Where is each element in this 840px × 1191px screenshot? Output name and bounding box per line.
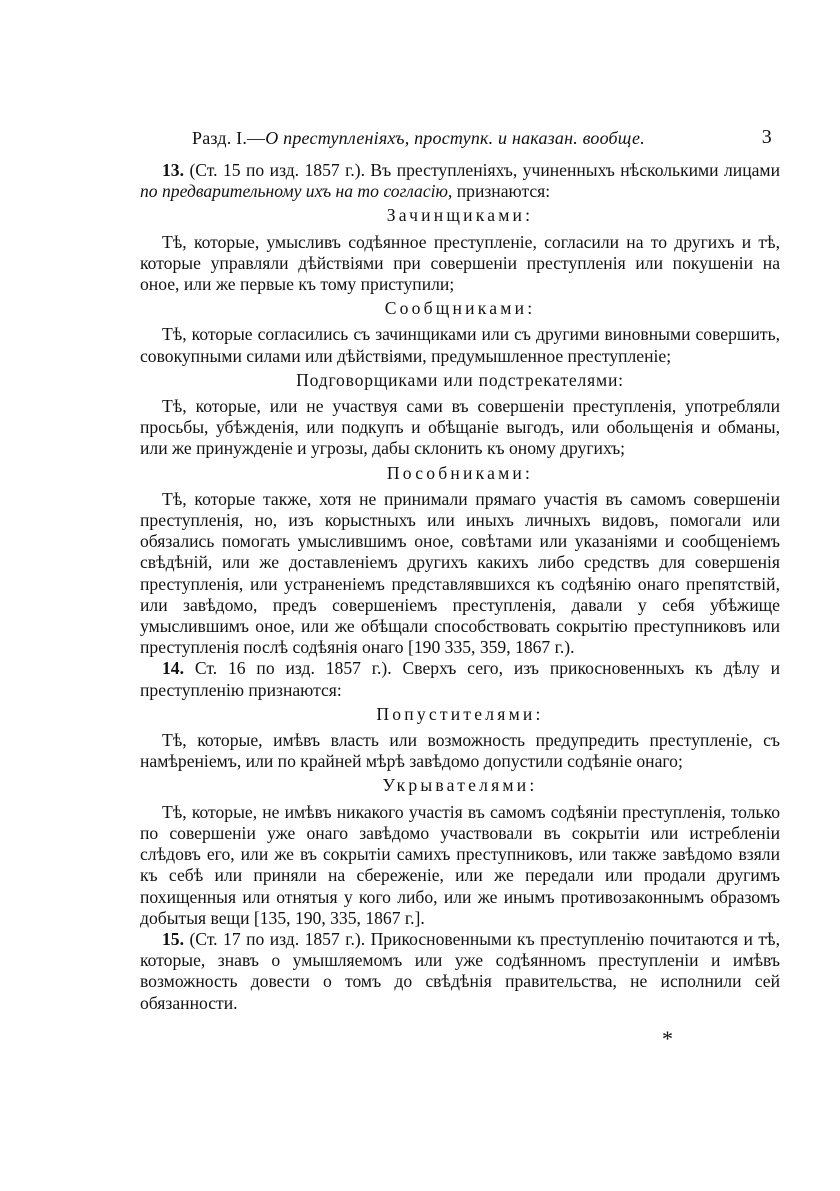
section-heading-concealers: Укрывателями: <box>382 775 538 796</box>
section-text-inciters: Тѣ, которые, или не участвуя сами въ совершеніи преступленія, употребляли просьбы, убѣжденія, или подкупъ и обѣщаніе выгодъ, или обольщенія и обманы, или же принужденіе и угрозы, дабы склонить къ оному другихъ; <box>140 396 780 459</box>
section-heading-conniver: Попустителями: <box>376 703 544 724</box>
section-heading-inciters: Подговорщиками или подстрекателями: <box>296 369 624 390</box>
article-14-text: Ст. 16 по изд. 1857 г.). Сверхъ сего, изъ прикосновенныхъ къ дѣлу и преступленію признаются: <box>140 658 780 700</box>
article-number: 14. <box>162 658 184 679</box>
article-13-lead-italic: по предварительному ихъ на то согласію, <box>140 181 453 202</box>
page-number: 3 <box>761 126 772 148</box>
article-number: 13. <box>162 160 184 180</box>
article-13-lead-tail: признаются: <box>452 181 551 202</box>
section-text-instigators: Тѣ, которые, умысливъ содѣянное преступленіе, согласили на то другихъ и тѣ, которые управляли дѣйствіями при совершеніи преступленія или покушеніи на оное, или же первые къ тому приступили; <box>140 231 780 295</box>
section-text-accomplices: Тѣ, которые согласились съ зачинщиками или съ другими виновными совершить, совокупными силами или дѣйствіями, предумышленное преступленіе; <box>140 324 780 366</box>
article-13-lead: (Ст. 15 по изд. 1857 г.). Въ преступленіяхъ, учиненныхъ нѣсколькими лицами <box>189 160 780 180</box>
running-title: О преступленіяхъ, проступк. и наказан. вообще. <box>265 128 645 148</box>
article-15 <box>140 929 780 1014</box>
article-14 <box>140 658 780 700</box>
running-title-prefix: Разд. I.— <box>192 128 266 148</box>
section-heading-abettors: Пособниками: <box>386 462 534 483</box>
article-number: 15. <box>162 928 184 949</box>
article-13 <box>140 160 780 202</box>
section-text-conniver: Тѣ, которые, имѣвъ власть или возможность предупредить преступленіе, съ намѣреніемъ, или по крайней мѣрѣ завѣдомо допустили содѣяніе онаго; <box>140 730 780 772</box>
section-heading-instigators: Зачинщиками: <box>386 205 534 226</box>
document-body <box>140 160 780 1014</box>
footer-asterisk: * <box>662 1026 673 1051</box>
running-header <box>192 128 772 149</box>
article-15-text: (Ст. 17 по изд. 1857 г.). Прикосновенными къ преступленію почитаются и тѣ, которые, знавъ о умышляемомъ или уже содѣянномъ преступленіи и имѣвъ возможность довести о томъ до свѣдѣнія правительства, не исполнили сей обязанности. <box>140 928 780 1013</box>
section-heading-accomplices: Сообщниками: <box>384 298 536 319</box>
section-text-abettors: Тѣ, которые также, хотя не принимали прямаго участія въ самомъ совершеніи преступленія, но, изъ корыстныхъ или иныхъ личныхъ видовъ, помогали или обязались помогать умыслившимъ оное, совѣтами или указаніями и сообщеніемъ свѣдѣній, или же доставленіемъ другихъ какихъ либо средствъ для совершенія преступленія, или устраненіемъ представлявшихся къ содѣянію онаго препятствій, или завѣдомо, предъ совершеніемъ преступленія, давали у себя убѣжище умыслившимъ оное, или же обѣщали способствовать сокрытію преступниковъ или преступленія послѣ содѣянія онаго [190 335, 359, 1867 г.). <box>140 488 780 658</box>
section-text-concealers: Тѣ, которые, не имѣвъ никакого участія въ самомъ содѣяніи преступленія, только по совершеніи уже онаго завѣдомо участвовали въ сокрытіи или истребленіи слѣдовъ его, или же въ сокрытіи самихъ преступниковъ, или также завѣдомо взяли къ себѣ или приняли на сбереженіе, или же передали или продали другимъ похищенныя или отнятыя у кого либо, или же инымъ противозаконнымъ образомъ добытыя вещи [135, 190, 335, 1867 г.]. <box>140 801 780 928</box>
